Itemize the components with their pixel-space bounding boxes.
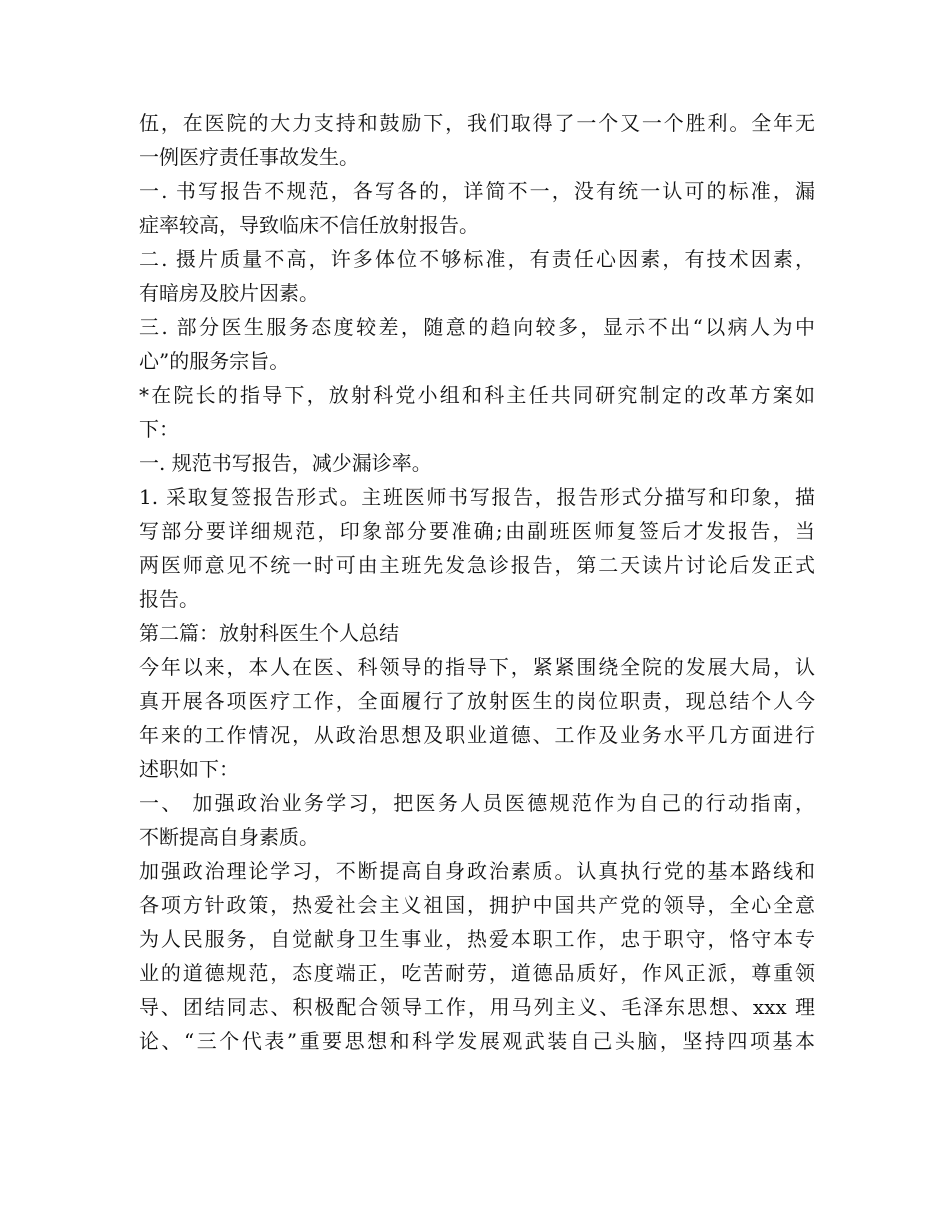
text-line: 今年以来，本人在医、科领导的指导下，紧紧围绕全院的发展大局，认	[139, 655, 815, 679]
text-line: 一例医疗责任事故发生。	[139, 145, 359, 169]
text-line: *在院长的指导下，放射科党小组和科主任共同研究制定的改革方案如	[139, 383, 815, 407]
text-line: 各项方针政策，热爱社会主义祖国，拥护中国共产党的领导，全心全意	[139, 893, 815, 917]
text-line: 加强政治理论学习，不断提高自身政治素质。认真执行党的基本路线和	[139, 859, 815, 883]
text-line: 年来的工作情况，从政治思想及职业道德、工作及业务水平几方面进行	[139, 723, 815, 747]
text-line: 症率较高，导致临床不信任放射报告。	[139, 213, 479, 237]
text-line: 一、 加强政治业务学习，把医务人员医德规范作为自己的行动指南，	[139, 791, 815, 815]
text-line: 报告。	[139, 587, 199, 611]
document-body	[139, 106, 815, 1058]
text-line: 两医师意见不统一时可由主班先发急诊报告，第二天读片讨论后发正式	[139, 553, 815, 577]
text-line: 三. 部分医生服务态度较差，随意的趋向较多，显示不出“以病人为中	[139, 315, 815, 339]
text-line: 第二篇：放射科医生个人总结	[139, 621, 399, 645]
text-line: 二. 摄片质量不高，许多体位不够标准，有责任心因素，有技术因素，	[139, 247, 815, 271]
text-line: 一. 书写报告不规范，各写各的，详简不一，没有统一认可的标准，漏	[139, 179, 815, 203]
text-line: 真开展各项医疗工作，全面履行了放射医生的岗位职责，现总结个人今	[139, 689, 815, 713]
text-line: 论、“三个代表”重要思想和科学发展观武装自己头脑，坚持四项基本	[139, 1029, 815, 1053]
text-line: 下：	[139, 417, 179, 441]
text-line: 业的道德规范，态度端正，吃苦耐劳，道德品质好，作风正派，尊重领	[139, 961, 815, 985]
text-line: 伍，在医院的大力支持和鼓励下，我们取得了一个又一个胜利。全年无	[139, 111, 815, 135]
text-line: 导、团结同志、积极配合领导工作，用马列主义、毛泽东思想、xxx 理	[139, 995, 815, 1019]
text-line: 1. 采取复签报告形式。主班医师书写报告，报告形式分描写和印象，描	[139, 485, 815, 509]
text-line: 述职如下：	[139, 757, 239, 781]
text-line: 心”的服务宗旨。	[139, 349, 290, 373]
text-line: 一. 规范书写报告，减少漏诊率。	[139, 451, 432, 475]
text-line: 不断提高自身素质。	[139, 825, 319, 849]
text-line: 有暗房及胶片因素。	[139, 281, 319, 305]
text-line: 为人民服务，自觉献身卫生事业，热爱本职工作，忠于职守，恪守本专	[139, 927, 815, 951]
text-line: 写部分要详细规范，印象部分要准确;由副班医师复签后才发报告，当	[139, 519, 815, 543]
